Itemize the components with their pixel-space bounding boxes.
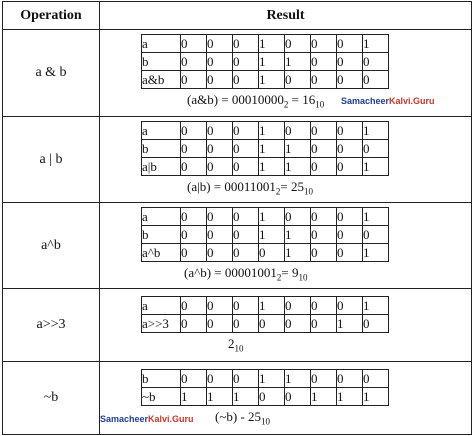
bit-row [142,158,389,176]
bit-cell: 0 [233,370,259,388]
bit-table [141,296,389,333]
formula-subscript: 10 [234,343,244,354]
bit-cell: 0 [181,315,207,333]
formula-text: (a&b) = 00010000 [187,92,284,107]
watermark-text: Kalvi.Guru [148,414,194,424]
operation-row [3,203,472,289]
formula-subscript: 10 [315,99,325,110]
bit-cell: 0 [337,71,363,89]
bit-table [141,121,389,176]
bit-cell: 0 [311,315,337,333]
formula-text: (a|b) = 00011001 [187,179,276,194]
bit-row [142,53,389,71]
bit-cell: 0 [233,226,259,244]
bit-cell: 1 [363,35,389,53]
bit-cell: 0 [337,297,363,315]
formula-text: = 25 [280,179,304,194]
result-formula [215,409,270,427]
bit-cell: 0 [207,226,233,244]
bit-row [142,244,389,262]
bit-cell: 0 [363,226,389,244]
bit-cell: 0 [285,388,311,406]
bit-cell: 0 [233,244,259,262]
bit-cell: 0 [363,53,389,71]
bit-cell: 1 [285,370,311,388]
bit-cell: 0 [285,71,311,89]
bit-row [142,208,389,226]
bit-cell: 0 [233,140,259,158]
bit-cell: 0 [233,158,259,176]
bit-cell: 0 [337,370,363,388]
bit-cell: 1 [363,297,389,315]
row-label: ~b [142,388,181,406]
bit-cell: 0 [311,158,337,176]
formula-text: 2 [228,336,235,351]
bit-cell: 0 [181,226,207,244]
row-label: a [142,122,181,140]
bit-cell: 1 [285,53,311,71]
bit-cell: 1 [259,140,285,158]
row-label: b [142,140,181,158]
result-cell [100,117,472,203]
bit-cell: 0 [337,35,363,53]
formula-text: (a^b) = 00001001 [184,265,277,280]
bit-cell: 1 [363,208,389,226]
bit-cell: 0 [337,122,363,140]
operation-label: ~b [3,362,100,435]
bit-cell: 0 [311,297,337,315]
bit-cell: 0 [181,297,207,315]
row-label: a [142,297,181,315]
bit-row [142,226,389,244]
bit-cell: 1 [285,158,311,176]
bit-cell: 0 [207,244,233,262]
bit-row [142,315,389,333]
bit-row [142,35,389,53]
bit-cell: 1 [259,226,285,244]
bit-cell: 0 [233,71,259,89]
formula-text: = 9 [281,265,299,280]
bit-cell: 0 [207,370,233,388]
bit-cell: 1 [181,388,207,406]
bit-cell: 0 [207,315,233,333]
formula-subscript: 2 [283,99,289,110]
bit-cell: 0 [233,208,259,226]
bit-cell: 0 [337,208,363,226]
bit-cell: 1 [259,35,285,53]
result-formula [228,336,244,354]
bit-cell: 0 [311,370,337,388]
bit-cell: 1 [259,370,285,388]
bit-cell: 0 [285,122,311,140]
bit-row [142,122,389,140]
bit-cell: 0 [233,53,259,71]
bit-cell: 0 [207,297,233,315]
bit-cell: 1 [337,315,363,333]
bit-cell: 0 [233,297,259,315]
bit-cell: 0 [181,208,207,226]
bit-cell: 1 [259,158,285,176]
bit-table [141,207,389,262]
bit-cell: 1 [233,388,259,406]
row-label: a&b [142,71,181,89]
formula-subscript: 2 [276,272,282,283]
bit-cell: 1 [285,226,311,244]
bit-cell: 1 [259,53,285,71]
result-formula [184,265,307,283]
bit-table [141,34,389,89]
bit-cell: 0 [181,71,207,89]
operation-label: a>>3 [3,289,100,362]
operations-table [2,1,472,435]
bit-row [142,297,389,315]
bit-cell: 1 [363,122,389,140]
bit-cell: 0 [337,53,363,71]
bit-cell: 0 [181,140,207,158]
bit-cell: 0 [207,53,233,71]
operation-row [3,117,472,203]
bit-cell: 0 [363,370,389,388]
formula-text: (~b) - 25 [215,409,262,424]
bit-cell: 1 [207,388,233,406]
bit-cell: 0 [207,158,233,176]
bit-cell: 0 [181,370,207,388]
bit-cell: 0 [259,315,285,333]
bit-table [141,369,389,406]
bit-cell: 0 [285,208,311,226]
bit-cell: 0 [311,226,337,244]
bit-cell: 0 [311,140,337,158]
operation-header: Operation [3,2,100,30]
bit-cell: 1 [259,208,285,226]
row-label: a [142,208,181,226]
result-formula [187,92,324,110]
bit-cell: 1 [259,297,285,315]
formula-subscript: 2 [275,186,281,197]
bit-cell: 0 [181,122,207,140]
bit-cell: 1 [363,158,389,176]
operation-row [3,289,472,362]
bit-cell: 0 [337,244,363,262]
row-label: b [142,226,181,244]
row-label: b [142,370,181,388]
bit-cell: 0 [311,208,337,226]
bit-cell: 0 [207,208,233,226]
bit-cell: 1 [311,388,337,406]
bit-cell: 0 [181,53,207,71]
bit-row [142,388,389,406]
bit-cell: 0 [285,297,311,315]
bit-cell: 0 [259,388,285,406]
bit-cell: 0 [207,122,233,140]
bit-cell: 0 [311,122,337,140]
row-label: a [142,35,181,53]
bit-cell: 0 [363,315,389,333]
watermark-text: Samacheer [341,96,390,106]
bit-cell: 0 [207,71,233,89]
result-header: Result [100,2,472,30]
bit-cell: 0 [363,140,389,158]
formula-text: = 16 [288,92,316,107]
bit-cell: 1 [259,71,285,89]
bit-cell: 0 [311,35,337,53]
operation-label: a | b [3,117,100,203]
result-formula [187,179,313,197]
bit-row [142,71,389,89]
row-label: b [142,53,181,71]
operation-row [3,30,472,117]
result-cell [100,289,472,362]
bit-cell: 1 [259,122,285,140]
bit-row [142,140,389,158]
bit-cell: 0 [181,244,207,262]
bit-cell: 0 [181,158,207,176]
formula-subscript: 10 [261,416,271,427]
result-cell [100,30,472,117]
bit-cell: 0 [207,35,233,53]
bit-row [142,370,389,388]
bit-cell: 0 [285,315,311,333]
row-label: a>>3 [142,315,181,333]
bit-cell: 0 [337,140,363,158]
bit-cell: 1 [363,388,389,406]
bit-cell: 1 [285,244,311,262]
bit-cell: 0 [259,244,285,262]
bit-cell: 0 [363,71,389,89]
formula-subscript: 10 [303,186,313,197]
operation-label: a^b [3,203,100,289]
bit-cell: 1 [337,388,363,406]
watermark [100,414,194,424]
row-label: a^b [142,244,181,262]
row-label: a|b [142,158,181,176]
operation-row [3,362,472,435]
header-row [3,2,472,30]
bit-cell: 0 [233,315,259,333]
bit-cell: 0 [311,71,337,89]
bit-cell: 0 [311,53,337,71]
bit-cell: 0 [233,122,259,140]
bit-cell: 0 [233,35,259,53]
bit-cell: 0 [337,158,363,176]
bit-cell: 1 [285,140,311,158]
watermark [341,96,435,106]
result-cell [100,203,472,289]
formula-subscript: 10 [298,272,308,283]
operation-label: a & b [3,30,100,117]
bit-cell: 1 [363,244,389,262]
bit-cell: 0 [285,35,311,53]
bit-cell: 0 [181,35,207,53]
watermark-text: Samacheer [100,414,149,424]
bit-cell: 0 [337,226,363,244]
watermark-text: Kalvi.Guru [389,96,435,106]
bit-cell: 0 [207,140,233,158]
bit-cell: 0 [311,244,337,262]
